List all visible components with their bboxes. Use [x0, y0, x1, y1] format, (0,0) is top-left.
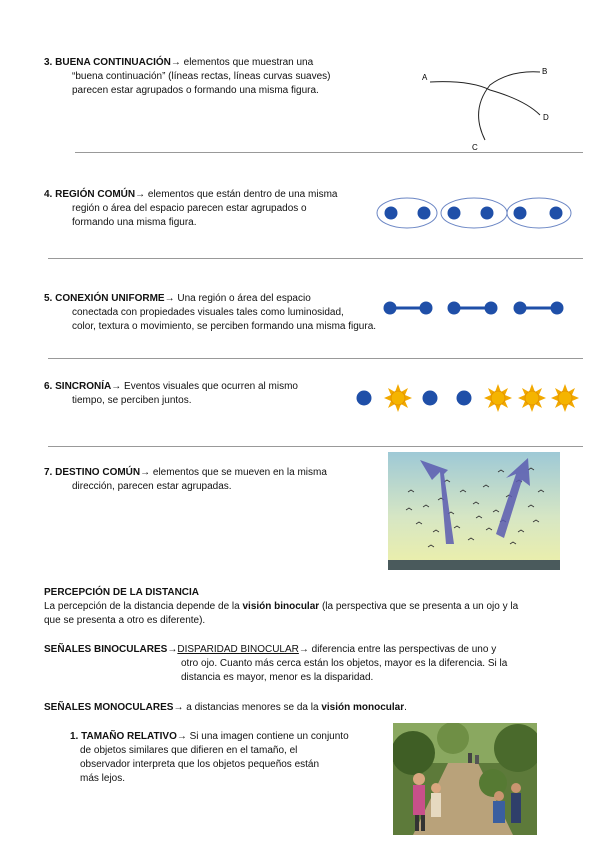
binocular-line1: diferencia entre las perspectivas de uno y	[308, 644, 497, 655]
sun-icon	[551, 384, 579, 412]
arrow: →	[111, 381, 122, 392]
label-a: A	[422, 73, 428, 82]
arrow: →	[167, 644, 178, 655]
section-3-text	[44, 56, 374, 98]
synchrony-figure	[352, 382, 582, 414]
dot	[448, 207, 461, 220]
distance-line2: que se presenta a otro es diferente).	[44, 615, 206, 626]
distance-section	[44, 586, 574, 628]
dot	[550, 207, 563, 220]
section-5-line3: color, textura o movimiento, se perciben formando una misma figura.	[72, 321, 377, 332]
relative-size-line2: de objetos similares que difieren en el tamaño, el	[80, 745, 298, 756]
distance-text-end: (la perspectiva que se presenta a un ojo y la	[319, 601, 519, 612]
section-3-title: BUENA CONTINUACIÓN	[55, 57, 171, 68]
arrow: →	[176, 731, 187, 742]
arrow: →	[173, 702, 184, 713]
forest-path-photo	[393, 723, 537, 835]
relative-size-line3: observador interpreta que los objetos pequeños están	[80, 759, 320, 770]
section-3-line3: parecen estar agrupados o formando una misma figura.	[72, 85, 319, 96]
dot	[481, 207, 494, 220]
birds-flock-image	[388, 452, 560, 570]
distance-bold: visión binocular	[242, 601, 320, 612]
dot	[357, 391, 372, 406]
sun-icon	[384, 384, 412, 412]
section-7-text	[44, 466, 374, 494]
section-4-line2: región o área del espacio parecen estar agrupados o	[72, 203, 307, 214]
section-7-number: 7.	[44, 467, 53, 478]
binocular-section	[44, 643, 574, 685]
relative-size-line1: Si una imagen contiene un conjunto	[186, 731, 349, 742]
section-3-line1: elementos que muestran una	[180, 57, 314, 68]
label-c: C	[472, 143, 478, 152]
monocular-text: a distancias menores se da la	[183, 702, 322, 713]
monocular-title: SEÑALES MONOCULARES	[44, 702, 174, 713]
section-6-line1: Eventos visuales que ocurren al mismo	[121, 381, 298, 392]
section-5-line1: Una región o área del espacio	[174, 293, 311, 304]
label-b: B	[542, 67, 548, 76]
monocular-end: .	[404, 702, 407, 713]
binocular-disparity: DISPARIDAD BINOCULAR	[177, 644, 299, 655]
common-region-figure	[374, 196, 580, 230]
monocular-section	[44, 701, 574, 715]
relative-size-title: TAMAÑO RELATIVO	[81, 731, 177, 742]
dot	[514, 207, 527, 220]
relative-size-section	[70, 730, 385, 786]
binocular-title: SEÑALES BINOCULARES	[44, 644, 168, 655]
curve-c-b	[479, 72, 540, 140]
sun-icon	[484, 384, 512, 412]
dot	[423, 391, 438, 406]
section-6-text	[44, 380, 364, 408]
section-6-line2: tiempo, se perciben juntos.	[72, 395, 192, 406]
relative-size-number: 1.	[70, 731, 79, 742]
section-3-number: 3.	[44, 57, 53, 68]
arrow: →	[164, 293, 175, 304]
arrow: →	[140, 467, 151, 478]
section-5-title: CONEXIÓN UNIFORME	[55, 293, 165, 304]
section-6-title: SINCRONÍA	[55, 381, 112, 392]
connected-pair	[384, 302, 433, 315]
section-4-title: REGIÓN COMÚN	[55, 189, 136, 200]
curve-a-d	[430, 82, 540, 115]
section-6-number: 6.	[44, 381, 53, 392]
distance-title: PERCEPCIÓN DE LA DISTANCIA	[44, 587, 200, 598]
good-continuation-figure	[410, 60, 560, 155]
dot	[385, 207, 398, 220]
distance-text: La percepción de la distancia depende de la	[44, 601, 243, 612]
section-5-text	[44, 292, 424, 334]
section-7-title: DESTINO COMÚN	[55, 467, 141, 478]
section-5-line2: conectada con propiedades visuales tales como luminosidad,	[72, 307, 344, 318]
section-7-line1: elementos que se mueven en la misma	[150, 467, 327, 478]
section-4-number: 4.	[44, 189, 53, 200]
section-4-line3: formando una misma figura.	[72, 217, 197, 228]
arrow: →	[298, 644, 309, 655]
sun-icon	[518, 384, 546, 412]
relative-size-line4: más lejos.	[80, 773, 126, 784]
label-d: D	[543, 113, 549, 122]
divider	[75, 152, 583, 153]
section-3-line2: “buena continuación” (líneas rectas, líneas curvas suaves)	[72, 71, 331, 82]
connected-pair	[448, 302, 498, 315]
uniform-connectedness-figure	[380, 298, 570, 318]
dot	[418, 207, 431, 220]
section-7-line2: dirección, parecen estar agrupadas.	[72, 481, 232, 492]
arrow: →	[170, 57, 181, 68]
binocular-line3: distancia es mayor, menor es la disparidad.	[181, 672, 374, 683]
divider	[48, 446, 583, 447]
section-4-line1: elementos que están dentro de una misma	[145, 189, 338, 200]
connected-pair	[514, 302, 564, 315]
arrow: →	[135, 189, 146, 200]
binocular-line2: otro ojo. Cuanto más cerca están los objetos, mayor es la diferencia. Si la	[181, 658, 508, 669]
monocular-bold: visión monocular	[321, 702, 405, 713]
divider	[48, 358, 583, 359]
divider	[48, 258, 583, 259]
dot	[457, 391, 472, 406]
section-4-text	[44, 188, 374, 230]
section-5-number: 5.	[44, 293, 53, 304]
